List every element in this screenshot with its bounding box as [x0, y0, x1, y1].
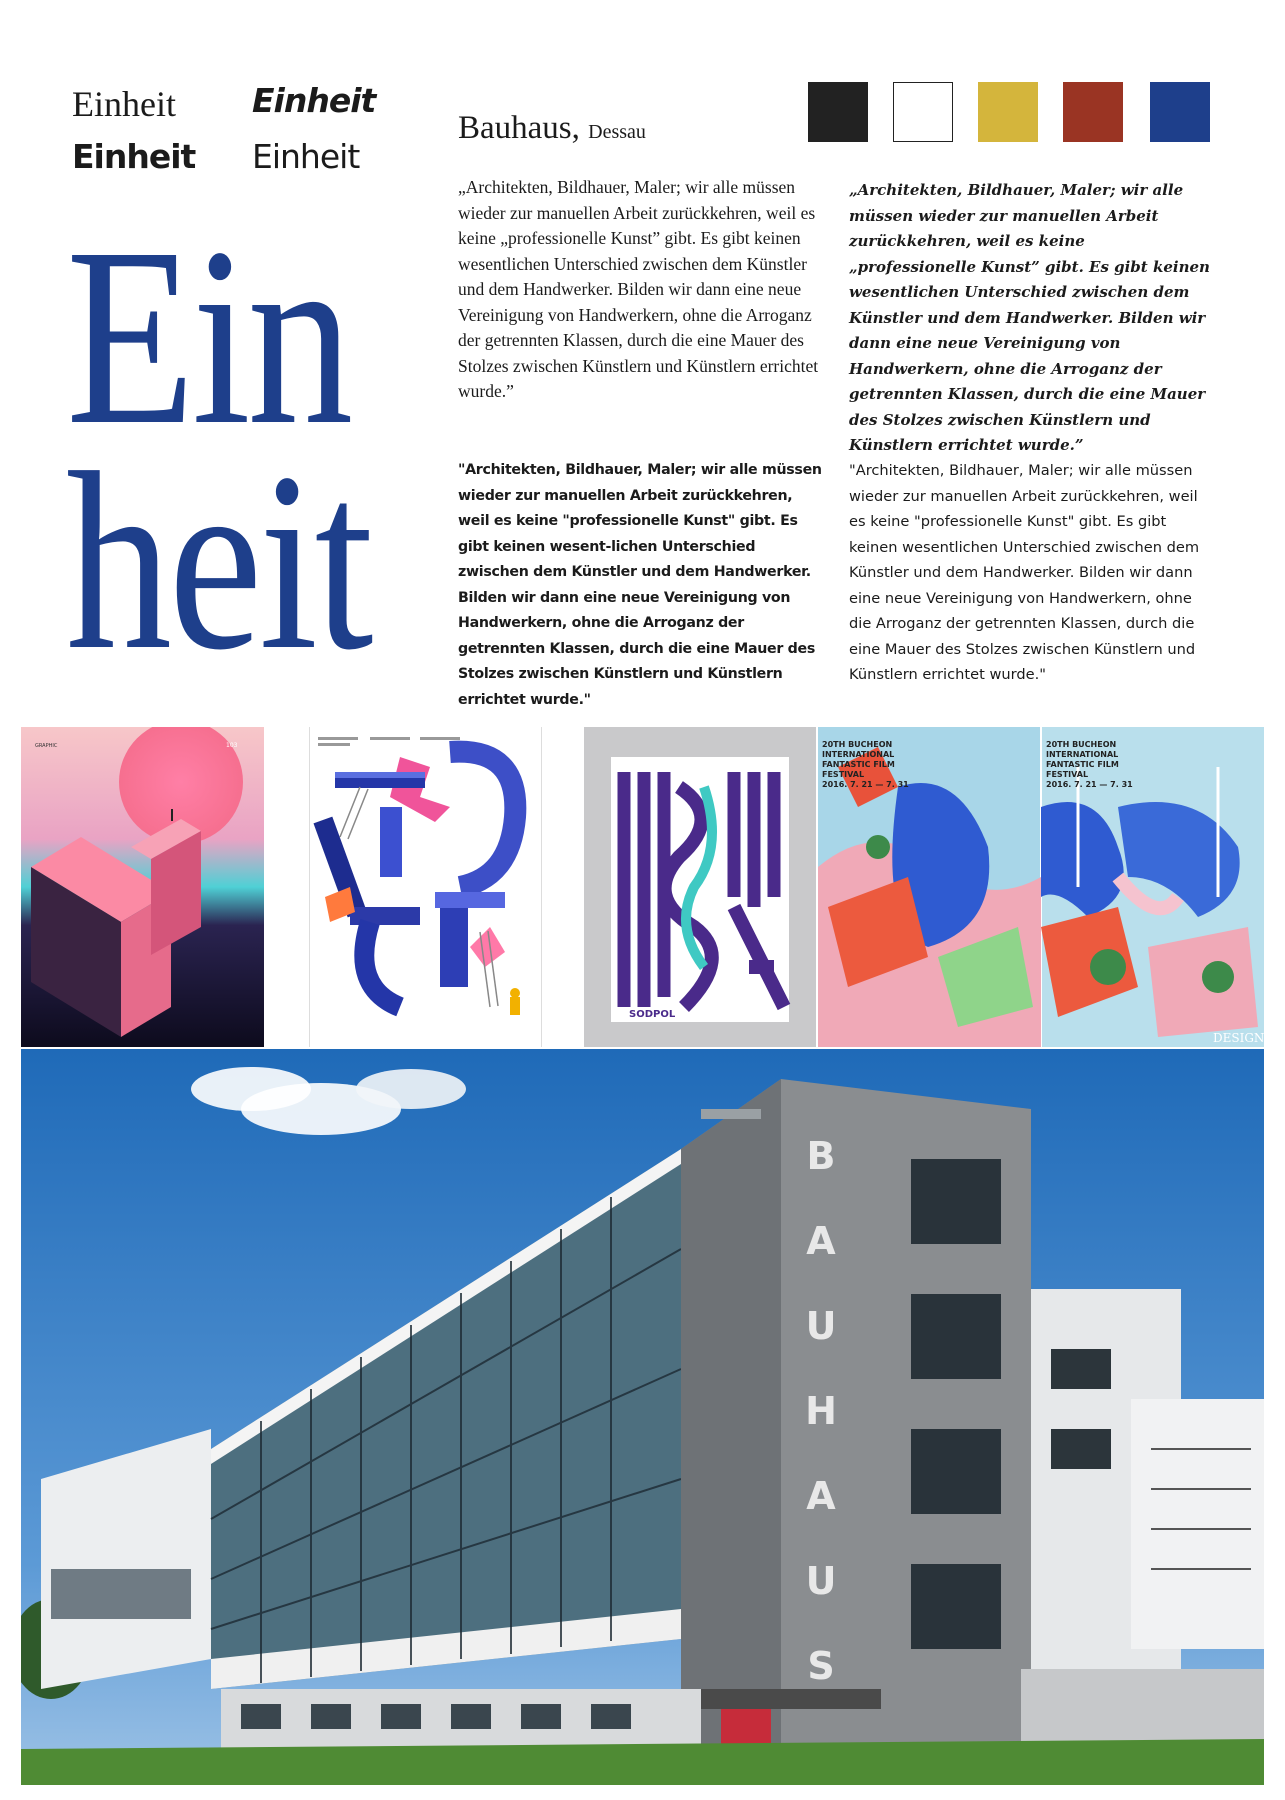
poster-isometric-art — [310, 727, 542, 1047]
swatch-black — [808, 82, 868, 142]
poster-purple-art — [584, 727, 816, 1047]
subtitle-main: Bauhaus, — [458, 110, 580, 146]
poster-purple-letters — [584, 727, 816, 1047]
sign-letter: B — [806, 1134, 836, 1178]
specimen-bold: Einheit — [72, 137, 196, 176]
specimen-serif: Einheit — [72, 84, 176, 124]
sign-letter: U — [805, 1304, 837, 1348]
poster-gradient-n — [21, 727, 264, 1047]
bauhaus-building-photo — [21, 1049, 1264, 1785]
poster-watermark: DESIGN — [1213, 1031, 1264, 1045]
sign-letter: U — [805, 1559, 837, 1603]
swatch-yellow — [978, 82, 1038, 142]
poster-isometric-numbers — [309, 727, 542, 1047]
headline-line-1: Ein — [66, 196, 350, 478]
svg-text:INTERNATIONAL: INTERNATIONAL — [1046, 750, 1119, 759]
svg-text:INTERNATIONAL: INTERNATIONAL — [822, 750, 895, 759]
poster-festival-art — [818, 727, 1264, 1047]
svg-text:20TH BUCHEON: 20TH BUCHEON — [822, 740, 893, 749]
sign-letter: A — [806, 1219, 836, 1263]
bauhaus-building-art — [21, 1049, 1264, 1785]
swatch-white — [893, 82, 953, 142]
quote-blackletter: „Architekten, Bildhauer, Maler; wir alle müssen wieder zur manuellen Arbeit zurückkehren, weil es keine „professionelle Kunst” gibt. Es gibt keinen wesentlichen Unterschied zwischen dem Künstler und dem Handwerker. Bilden wir dann eine neue Vereinigung von Handwerkern, ohne die Arroganz der getrennten Klassen, durch die eine Mauer des Stolzes zwischen Künstlern und Künstlern errichtet wurde.” — [849, 181, 1210, 454]
poster-gradient-n-art — [21, 727, 264, 1047]
svg-text:FESTIVAL: FESTIVAL — [1046, 770, 1089, 779]
quote-bold: "Architekten, Bildhauer, Maler; wir alle müssen wieder zur manuellen Arbeit zurückkehren, weil es keine "professionelle Kunst" gibt. Es gibt keinen wesent-lichen Unterschied zwischen dem Künstler und dem Handwerker. Bilden wir dann eine neue Vereinigung von Handwerkern, ohne die Arroganz der getrennten Klassen, durch die eine Mauer des Stolzes zwischen Künstlern und Künstlern errichtet wurde." — [458, 462, 822, 708]
specimen-regular: Einheit — [252, 137, 360, 176]
specimen-bold-italic: Einheit — [252, 81, 376, 120]
swatch-red — [1063, 82, 1123, 142]
svg-text:GRAPHIC: GRAPHIC — [35, 743, 58, 749]
svg-text:2016. 7. 21 — 7. 31: 2016. 7. 21 — 7. 31 — [822, 780, 909, 789]
sign-letter: H — [805, 1389, 837, 1433]
svg-text:20TH BUCHEON: 20TH BUCHEON — [1046, 740, 1117, 749]
poster-bucheon-festival — [818, 727, 1264, 1047]
poster-number: 103 — [226, 742, 238, 749]
subtitle — [458, 110, 646, 147]
poster-brand: SODPOL — [629, 1009, 676, 1020]
sign-letter: S — [807, 1644, 835, 1688]
swatch-blue — [1150, 82, 1210, 142]
headline-line-2: heit — [66, 421, 371, 703]
subtitle-place: Dessau — [588, 121, 646, 143]
svg-text:FANTASTIC FILM: FANTASTIC FILM — [1046, 760, 1119, 769]
poster-date: 2016. 7. 21 — 7. 31 — [1046, 780, 1133, 789]
svg-text:FANTASTIC FILM: FANTASTIC FILM — [822, 760, 895, 769]
quote-serif: „Architekten, Bildhauer, Maler; wir alle müssen wieder zur manuellen Arbeit zurückkehren, weil es keine „professionelle Kunst” gibt. Es gibt keinen wesentlichen Unterschied zwischen dem Künstler und dem Handwerker. Bilden wir dann eine neue Vereinigung von Handwerkern, ohne die Arroganz der getrennten Klassen, durch die eine Mauer des Stolzes zwischen Künstlern und Künstlern errichtet wurde.” — [458, 177, 819, 401]
quote-light: "Architekten, Bildhauer, Maler; wir alle müssen wieder zur manuellen Arbeit zurückkehren, weil es keine "professionelle Kunst" gibt. Es gibt keinen wesentlichen Unterschied zwischen dem Künstler und dem Handwerker. Bilden wir dann eine neue Vereinigung von Handwerkern, ohne die Arroganz der getrennten Klassen, durch die eine Mauer des Stolzes zwischen Künstlern und Künstlern errichtet wurde." — [849, 462, 1200, 683]
svg-text:FESTIVAL: FESTIVAL — [822, 770, 865, 779]
sign-letter: A — [806, 1474, 836, 1518]
